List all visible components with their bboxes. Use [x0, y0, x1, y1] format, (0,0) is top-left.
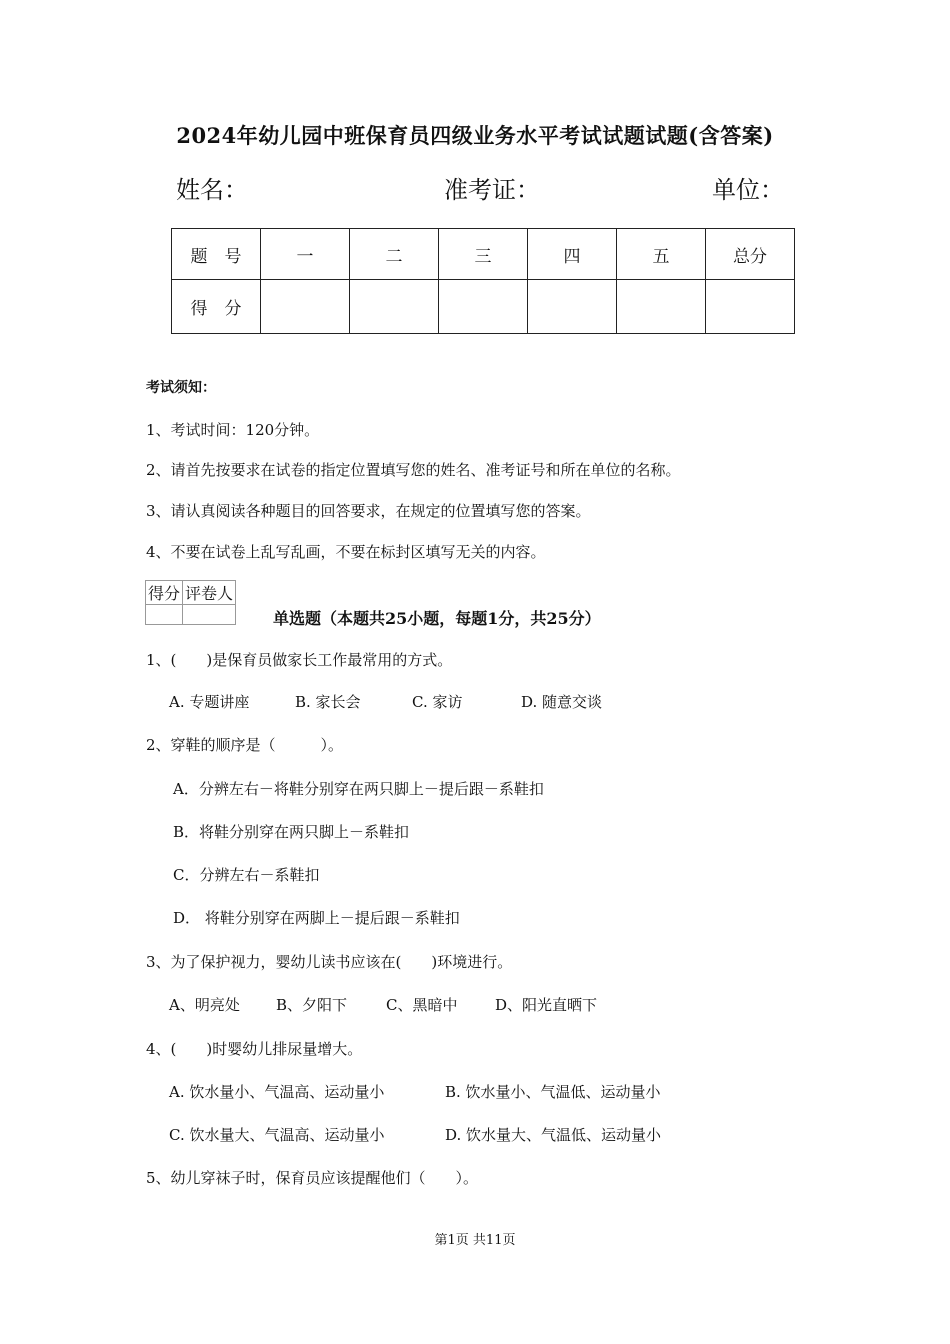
question-stem: 1、( )是保育员做家长工作最常用的方式。 — [146, 651, 453, 669]
question-option: A、明亮处 — [169, 996, 240, 1014]
score-table-header-cell: 四 — [528, 229, 617, 280]
question-option: B. 饮水量小、气温低、运动量小 — [445, 1083, 661, 1101]
score-table-row-label: 得 分 — [172, 280, 261, 334]
score-cell[interactable] — [261, 280, 350, 334]
unit-field-label: 单位： — [712, 176, 784, 204]
notice-item: 3、请认真阅读各种题目的回答要求，在规定的位置填写您的答案。 — [146, 502, 591, 520]
score-cell[interactable] — [350, 280, 439, 334]
grader-box-grader-label: 评卷人 — [183, 581, 236, 605]
grader-box-grader-cell[interactable] — [183, 605, 236, 625]
question-option: A. 专题讲座 — [169, 693, 250, 711]
question-option: D． 将鞋分别穿在两脚上－提后跟－系鞋扣 — [173, 909, 460, 927]
notice-item: 1、考试时间：120分钟。 — [146, 421, 320, 439]
exam-title: 2024年幼儿园中班保育员四级业务水平考试试题试题(含答案) — [176, 123, 774, 148]
score-table-header-row — [172, 229, 795, 280]
name-field-label: 姓名： — [176, 176, 248, 204]
score-table-header-cell: 三 — [439, 229, 528, 280]
question-option: C、黑暗中 — [386, 996, 458, 1014]
score-table-header-cell: 总分 — [706, 229, 795, 280]
question-option: B、夕阳下 — [276, 996, 348, 1014]
score-table — [171, 228, 795, 334]
score-table-header-cell: 五 — [617, 229, 706, 280]
grader-box — [145, 580, 236, 625]
score-table-header-cell: 二 — [350, 229, 439, 280]
notice-heading: 考试须知： — [146, 380, 216, 396]
exam-id-field-label: 准考证： — [444, 176, 540, 204]
question-option: D、阳光直晒下 — [495, 996, 598, 1014]
question-option: C．分辨左右－系鞋扣 — [173, 866, 320, 884]
question-option: C. 家访 — [412, 693, 463, 711]
question-stem: 4、( )时婴幼儿排尿量增大。 — [146, 1040, 363, 1058]
question-stem: 3、为了保护视力，婴幼儿读书应该在( )环境进行。 — [146, 953, 513, 971]
score-table-header-cell: 一 — [261, 229, 350, 280]
score-cell[interactable] — [706, 280, 795, 334]
grader-box-score-cell[interactable] — [146, 605, 183, 625]
notice-item: 4、不要在试卷上乱写乱画，不要在标封区填写无关的内容。 — [146, 543, 546, 561]
score-cell[interactable] — [528, 280, 617, 334]
score-table-header-cell: 题 号 — [172, 229, 261, 280]
question-option: B. 家长会 — [295, 693, 361, 711]
score-table-score-row — [172, 280, 795, 334]
question-stem: 5、幼儿穿袜子时，保育员应该提醒他们（ ）。 — [146, 1169, 479, 1187]
notice-item: 2、请首先按要求在试卷的指定位置填写您的姓名、准考证号和所在单位的名称。 — [146, 461, 681, 479]
section-title: 单选题（本题共25小题，每题1分，共25分） — [273, 609, 601, 628]
grader-box-score-label: 得分 — [146, 581, 183, 605]
score-cell[interactable] — [439, 280, 528, 334]
question-option: D. 随意交谈 — [521, 693, 603, 711]
question-option: A. 饮水量小、气温高、运动量小 — [169, 1083, 385, 1101]
question-option: B．将鞋分别穿在两只脚上－系鞋扣 — [173, 823, 410, 841]
score-cell[interactable] — [617, 280, 706, 334]
question-option: A．分辨左右－将鞋分别穿在两只脚上－提后跟－系鞋扣 — [173, 780, 544, 798]
question-option: C. 饮水量大、气温高、运动量小 — [169, 1126, 385, 1144]
page-footer: 第1页 共11页 — [434, 1233, 516, 1248]
question-option: D. 饮水量大、气温低、运动量小 — [445, 1126, 662, 1144]
question-stem: 2、穿鞋的顺序是（ ）。 — [146, 736, 344, 754]
